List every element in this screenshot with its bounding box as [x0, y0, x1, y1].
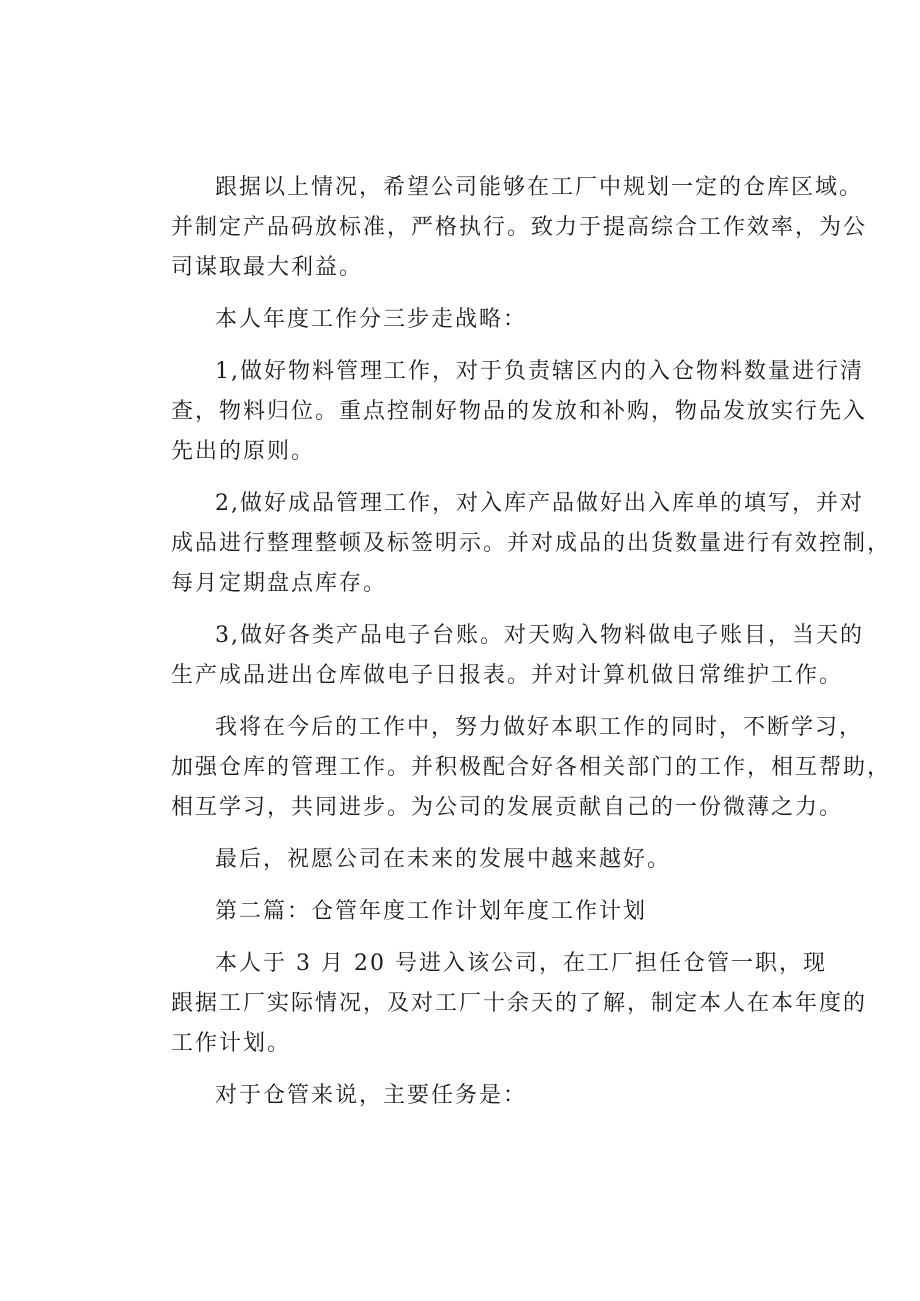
- paragraph-step-1: [127, 352, 868, 472]
- text-line: 我将在今后的工作中，努力做好本职工作的同时，不断学习，: [215, 715, 864, 740]
- text-line: 先出的原则。: [171, 439, 316, 464]
- document-body: [127, 168, 892, 1128]
- paragraph-three-step-strategy: [127, 300, 817, 340]
- text-line: 对于仓管来说，主要任务是：: [215, 1083, 528, 1108]
- text-line: 跟据工厂实际情况，及对工厂十余天的了解，制定本人在本年度的: [171, 991, 868, 1016]
- paragraph-warehouse-planning: [127, 168, 868, 288]
- text-line: 本人年度工作分三步走战略：: [215, 307, 528, 332]
- text-line: 并制定产品码放标准，严格执行。致力于提高综合工作效率，为公: [171, 215, 868, 240]
- section-heading-part-two: [127, 892, 817, 932]
- paragraph-main-tasks: [127, 1076, 817, 1116]
- text-line: 第二篇：仓管年度工作计划年度工作计划: [215, 899, 648, 924]
- paragraph-introduction: [127, 944, 868, 1064]
- paragraph-step-2: [127, 484, 892, 604]
- text-line: 加强仓库的管理工作。并积极配合好各相关部门的工作，相互帮助，: [171, 755, 892, 780]
- text-line: 跟据以上情况，希望公司能够在工厂中规划一定的仓库区域。: [215, 175, 864, 200]
- text-line: 生产成品进出仓库做电子日报表。并对计算机做日常维护工作。: [171, 663, 844, 688]
- paragraph-commitment: [127, 708, 892, 828]
- text-line: 相互学习，共同进步。为公司的发展贡献自己的一份微薄之力。: [171, 795, 844, 820]
- text-line: 最后，祝愿公司在未来的发展中越来越好。: [215, 847, 672, 872]
- text-line: 成品进行整理整顿及标签明示。并对成品的出货数量进行有效控制，: [171, 531, 892, 556]
- text-line: 查，物料归位。重点控制好物品的发放和补购，物品发放实行先入: [171, 399, 868, 424]
- paragraph-closing-wish: [127, 840, 817, 880]
- text-line: 工作计划。: [171, 1031, 292, 1056]
- text-line: 1,做好物料管理工作，对于负责辖区内的入仓物料数量进行清: [215, 359, 864, 384]
- text-line: 本人于 3 月 20 号进入该公司，在工厂担任仓管一职，现: [215, 951, 827, 976]
- paragraph-step-3: [127, 616, 864, 696]
- text-line: 每月定期盘点库存。: [171, 571, 388, 596]
- text-line: 司谋取最大利益。: [171, 255, 364, 280]
- text-line: 3,做好各类产品电子台账。对天购入物料做电子账目，当天的: [215, 623, 864, 648]
- text-line: 2,做好成品管理工作，对入库产品做好出入库单的填写，并对: [215, 491, 864, 516]
